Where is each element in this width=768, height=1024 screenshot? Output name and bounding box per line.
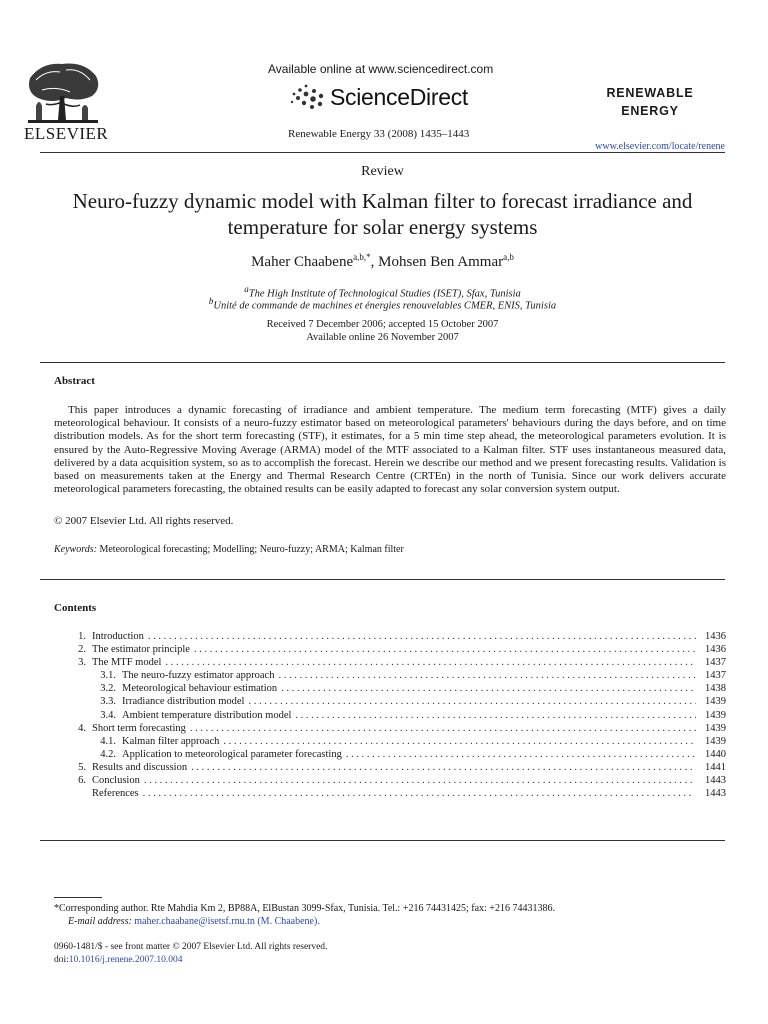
toc-entry[interactable] [54, 774, 726, 787]
toc-entry-number: 4. [78, 722, 86, 734]
toc-entry[interactable] [54, 656, 726, 669]
email-label: E-mail address: [68, 916, 132, 927]
affiliation-b [40, 294, 725, 314]
toc-entry-page: 1439 [705, 709, 726, 721]
toc-entry-label: The estimator principle [92, 644, 190, 656]
journal-citation: Renewable Energy 33 (2008) 1435–1443 [288, 128, 470, 140]
sciencedirect-logo [288, 80, 468, 114]
doi-link[interactable]: 10.1016/j.renene.2007.10.004 [68, 955, 183, 965]
footnote-divider [54, 897, 102, 898]
toc-entry-label: Conclusion [92, 775, 140, 787]
toc-entry-number: 6. [78, 775, 86, 787]
issn-line: 0960-1481/$ - see front matter © 2007 Elsevier Ltd. All rights reserved. [54, 942, 328, 952]
toc-leader-dots [278, 669, 696, 682]
author-name[interactable]: Maher Chaabene [251, 254, 354, 270]
abstract-body: This paper introduces a dynamic forecasting of irradiance and ambient temperature. The medium term forecasting (MTF) gives a daily meteorological behaviour. It consists of a neuro-fuzzy estimator based on meteorological parameters' behaviours during the days before, and on time distribution models. As for the short term forecasting (STF), it estimates, for a 5 min time step ahead, the meteorological parameters evolution. It is ensured by the Auto-Regressive Moving Average (ARMA) model of the MTF associated to a Kalman filter. STF uses instantaneous measured data, delivered by a data acquisition system, so as to accomplish the forecast. Herein we describe our method and we present forecasting results. Validation is based on measurements taken at the Energy and Thermal Research Centre (CRTEn) in the north of Tunisia. Since our work delivers accurate meteorological parameters forecasting, the obtained results can be easily adapted to forecast any solar conversion system output. [54, 404, 726, 496]
journal-name [596, 84, 704, 120]
toc-entry-label: Short term forecasting [92, 722, 186, 734]
toc-entry-label: The MTF model [92, 657, 162, 669]
toc-entry[interactable] [54, 643, 726, 656]
toc-entry[interactable] [54, 735, 726, 748]
toc-entry-label: Application to meteorological parameter forecasting [122, 748, 342, 760]
sciencedirect-wordmark: ScienceDirect [330, 83, 468, 110]
toc-entry[interactable] [54, 761, 726, 774]
doi-label: doi: [54, 955, 69, 965]
sciencedirect-dots-icon [288, 82, 328, 112]
toc-leader-dots [143, 787, 696, 800]
toc-entry-label: The neuro-fuzzy estimator approach [122, 670, 275, 682]
header-divider [40, 152, 725, 153]
toc-entry[interactable] [54, 748, 726, 761]
keywords-list: Meteorological forecasting; Modelling; Neuro-fuzzy; ARMA; Kalman filter [96, 544, 404, 555]
article-type: Review [361, 164, 404, 179]
toc-entry-number: 1. [78, 631, 86, 642]
toc-leader-dots [144, 774, 696, 787]
doi-line [54, 954, 183, 967]
toc-entry-page: 1436 [705, 631, 726, 642]
toc-leader-dots [190, 722, 696, 735]
toc-entry-label: Introduction [92, 631, 144, 642]
toc-entry-page: 1440 [705, 748, 726, 760]
toc-entry-number: 3.1. [100, 670, 116, 682]
keywords [54, 544, 404, 555]
toc-entry-label: Ambient temperature distribution model [122, 709, 292, 721]
affiliation-text: Unité de commande de machines et énergies renouvelables CMER, ENIS, Tunisia [213, 300, 557, 312]
toc-entry-label: Meteorological behaviour estimation [122, 683, 278, 695]
abstract-divider [40, 579, 725, 580]
toc-entry-number: 4.1. [100, 735, 116, 747]
toc-leader-dots [248, 695, 696, 708]
toc-entry-label: Irradiance distribution model [122, 696, 245, 708]
toc-entry-page: 1439 [705, 696, 726, 708]
article-title: Neuro-fuzzy dynamic model with Kalman filter to forecast irradiance and temperature for solar energy systems [72, 189, 693, 239]
journal-url-link[interactable]: www.elsevier.com/locate/renene [595, 141, 725, 152]
toc-leader-dots [295, 709, 696, 722]
publisher-name: ELSEVIER [24, 124, 109, 143]
affiliation-text: The High Institute of Technological Studies (ISET), Sfax, Tunisia [248, 288, 521, 300]
abstract-heading: Abstract [54, 375, 95, 387]
toc-entry-label: References [92, 788, 139, 800]
toc-entry-number: 3.2. [100, 683, 116, 695]
toc-leader-dots [148, 630, 696, 643]
toc-leader-dots [191, 761, 696, 774]
affiliation-marker: a [244, 284, 249, 294]
author-separator: , [370, 254, 379, 270]
toc-entry[interactable] [54, 722, 726, 735]
available-date: Available online 26 November 2007 [306, 332, 459, 343]
received-date: Received 7 December 2006; accepted 15 October 2007 [266, 319, 499, 330]
affiliation-marker: b [208, 296, 214, 306]
toc-entry[interactable] [54, 630, 726, 643]
author-name[interactable]: Mohsen Ben Ammar [378, 254, 504, 270]
toc-entry[interactable] [54, 695, 726, 708]
author-list [40, 252, 725, 271]
toc-leader-dots [223, 735, 696, 748]
toc-entry-page: 1441 [705, 761, 726, 773]
toc-entry-page: 1443 [705, 788, 726, 800]
contents-divider [40, 840, 725, 841]
title-divider [40, 362, 725, 363]
available-online-text: Available online at www.sciencedirect.com [268, 62, 494, 76]
toc-entry-number: 4.2. [100, 748, 116, 760]
toc-entry-page: 1443 [705, 775, 726, 787]
elsevier-tree-logo [22, 58, 104, 128]
article-dates [40, 318, 725, 344]
toc-entry-page: 1437 [705, 670, 726, 682]
abstract-copyright: © 2007 Elsevier Ltd. All rights reserved. [54, 515, 234, 527]
author-affiliation-marker: a,b,* [353, 252, 371, 262]
toc-leader-dots [281, 682, 696, 695]
toc-entry-number: 3.3. [100, 696, 116, 708]
toc-entry[interactable] [54, 709, 726, 722]
toc-entry-number: 2. [78, 644, 86, 656]
toc-leader-dots [346, 748, 696, 761]
toc-entry-page: 1438 [705, 683, 726, 695]
toc-entry[interactable] [54, 682, 726, 695]
email-link[interactable]: maher.chaabane@isetsf.rnu.tn (M. Chaabene). [131, 916, 320, 927]
corresponding-author-note: *Corresponding author. Rte Mahdia Km 2, BP88A, ElBustan 3099-Sfax, Tunisia. Tel.: +216 74431425; fax: +216 74431386. [54, 903, 555, 914]
toc-entry-page: 1439 [705, 735, 726, 747]
email-note [68, 915, 320, 928]
author-affiliation-marker: a,b [503, 252, 514, 262]
toc-entry-label: Kalman filter approach [122, 735, 220, 747]
toc-leader-dots [194, 643, 696, 656]
toc-entry-page: 1437 [705, 657, 726, 669]
toc-entry-label: Results and discussion [92, 761, 188, 773]
toc-entry[interactable] [54, 669, 726, 682]
contents-heading: Contents [54, 602, 97, 614]
table-of-contents [54, 630, 726, 800]
journal-name-line1: RENEWABLE [606, 86, 694, 100]
toc-entry-number: 3.4. [100, 709, 116, 721]
keywords-label: Keywords: [54, 544, 97, 555]
toc-entry[interactable] [54, 787, 726, 800]
toc-leader-dots [165, 656, 696, 669]
toc-entry-page: 1439 [705, 722, 726, 734]
toc-entry-number: 5. [78, 761, 86, 773]
journal-name-line2: ENERGY [621, 104, 679, 118]
toc-entry-number: 3. [78, 657, 86, 669]
toc-entry-page: 1436 [705, 644, 726, 656]
